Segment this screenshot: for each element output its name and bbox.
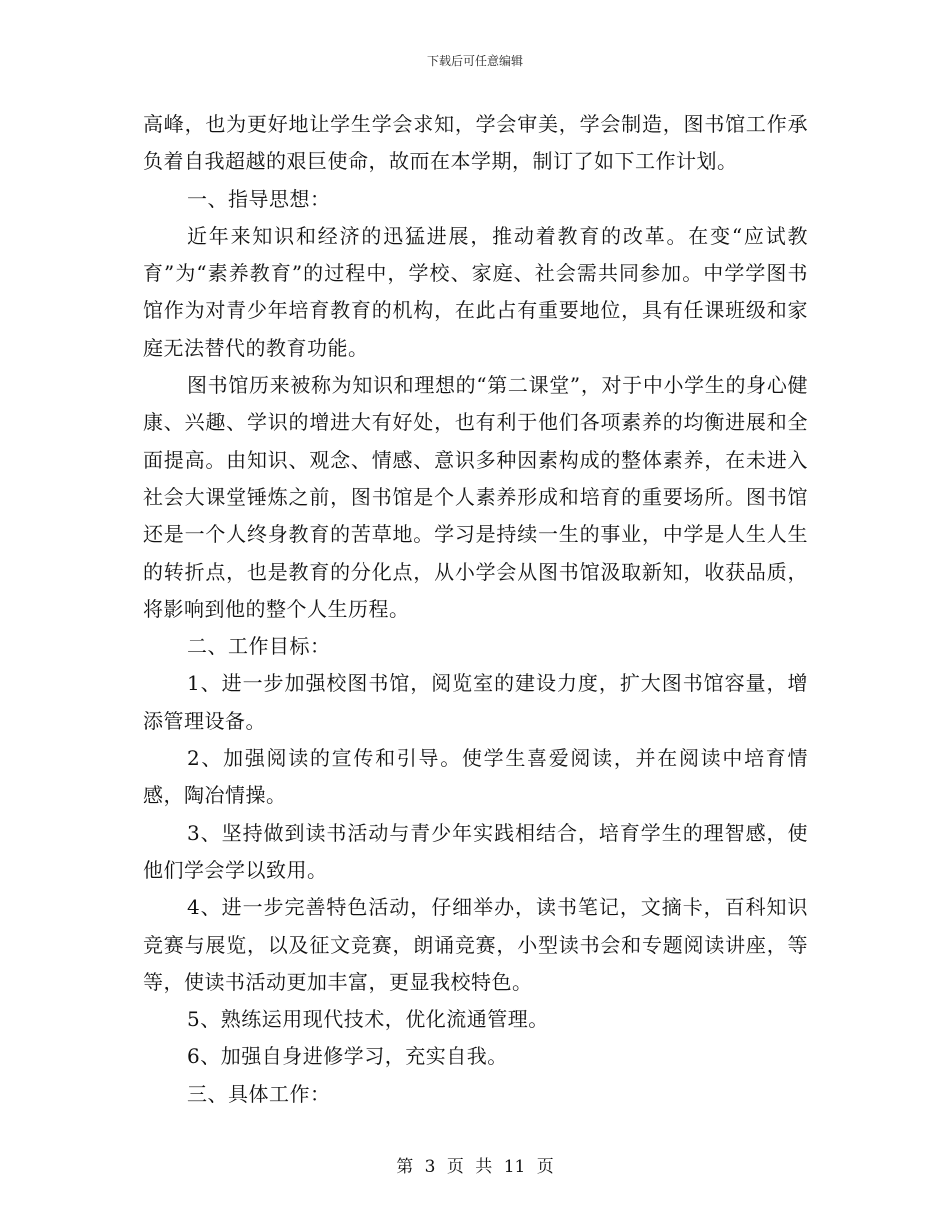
section-heading-specific-work: 三、具体工作： — [187, 1081, 331, 1106]
document-body — [143, 106, 808, 1113]
goal-item-1: 1、进一步加强校图书馆，阅览室的建设力度，扩大图书馆容量，增添管理设备。 — [143, 671, 808, 733]
goal-item-4: 4、进一步完善特色活动，仔细举办，读书笔记，文摘卡，百科知识竞赛与展览，以及征文竞赛，朗诵竞赛，小型读书会和专题阅读讲座，等等，使读书活动更加丰富，更显我校特色。 — [143, 895, 808, 994]
page-header-note: 下载后可任意编辑 — [426, 54, 523, 68]
paragraph-guiding-thought-1: 近年来知识和经济的迅猛进展，推动着教育的改革。在变“应试教育”为“素养教育”的过程中，学校、家庭、社会需共同参加。中学学图书馆作为对青少年培育教育的机构，在此占有重要地位，具有任课班级和家庭无法替代的教育功能。 — [143, 223, 808, 360]
goal-item-2: 2、加强阅读的宣传和引导。使学生喜爱阅读，并在阅读中培育情感，陶冶情操。 — [143, 746, 808, 808]
goal-item-6: 6、加强自身进修学习，充实自我。 — [187, 1044, 508, 1069]
section-heading-guiding-thought: 一、指导思想： — [187, 186, 331, 211]
goal-item-3: 3、坚持做到读书活动与青少年实践相结合，培育学生的理智感，使他们学会学以致用。 — [143, 820, 808, 882]
paragraph-guiding-thought-2: 图书馆历来被称为知识和理想的“第二课堂”，对于中小学生的身心健康、兴趣、学识的增进大有好处，也有利于他们各项素养的均衡进展和全面提高。由知识、观念、情感、意识多种因素构成的整体素养，在未进入社会大课堂锤炼之前，图书馆是个人素养形成和培育的重要场所。图书馆还是一个人终身教育的苦草地。学习是持续一生的事业，中学是人生人生的转折点，也是教育的分化点，从小学会从图书馆汲取新知，收获品质，将影响到他的整个人生历程。 — [143, 373, 808, 621]
page-number: 第 3 页 共 11 页 — [396, 1157, 554, 1177]
section-heading-work-goals: 二、工作目标： — [187, 634, 331, 659]
paragraph-intro-continuation: 高峰，也为更好地让学生学会求知，学会审美，学会制造，图书馆工作承负着自我超越的艰巨使命，故而在本学期，制订了如下工作计划。 — [143, 112, 808, 174]
goal-item-5: 5、熟练运用现代技术，优化流通管理。 — [187, 1007, 549, 1032]
